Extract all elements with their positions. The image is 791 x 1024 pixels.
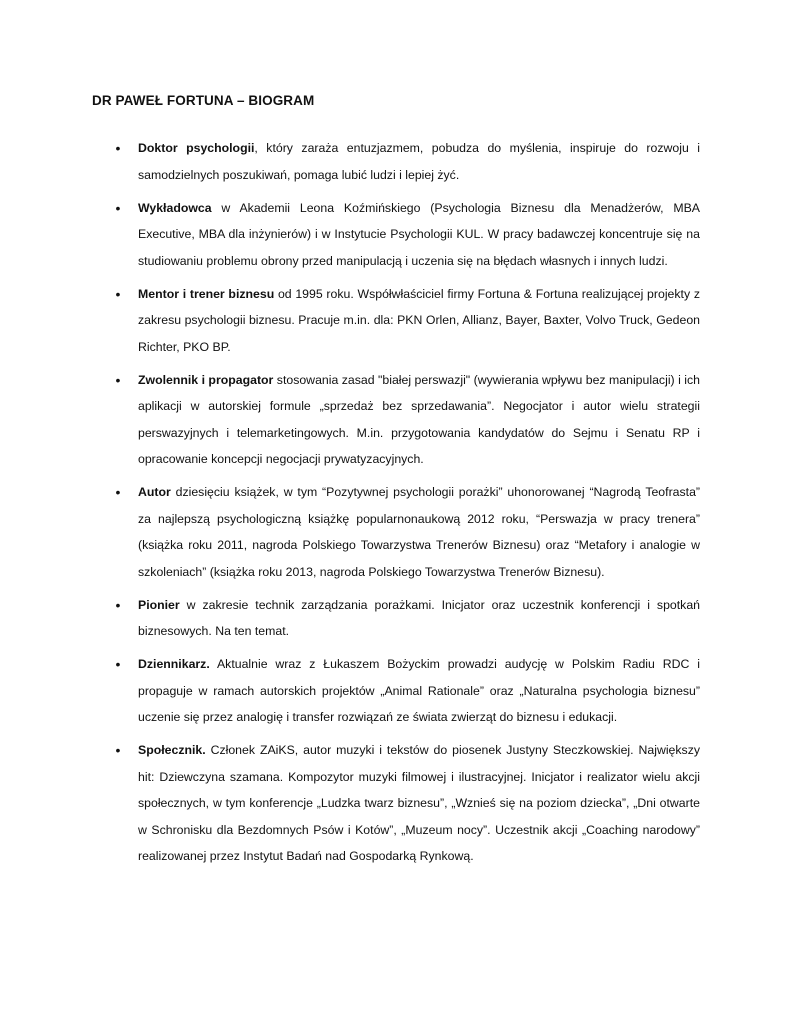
bio-item-activist xyxy=(113,737,700,870)
bio-item-text: dziesięciu książek, w tym “Pozytywnej psychologii porażki” uhonorowanej “Nagrodą Teofrasta” za najlepszą psychologiczną książkę popularnonaukową 2012 roku, “Perswazja w pracy trenera” (książka roku 2011, nagroda Polskiego Towarzystwa Trenerów Biznesu) oraz “Metafory i analogie w szkoleniach” (książka roku 2013, nagroda Polskiego Towarzystwa Trenerów Biznesu). xyxy=(138,485,700,579)
bullet-icon: • xyxy=(115,742,121,758)
bio-item-pioneer xyxy=(113,592,700,645)
bio-item-lead: Społecznik. xyxy=(138,743,206,757)
bullet-icon: • xyxy=(115,656,121,672)
bullet-icon: • xyxy=(115,371,121,388)
bullet-icon: • xyxy=(115,285,121,302)
bio-item-lead: Wykładowca xyxy=(138,200,212,215)
bio-item-text: w Akademii Leona Koźmińskiego (Psychologia Biznesu dla Menadżerów, MBA Executive, MBA dla inżynierów) i w Instytucie Psychologii KUL. W pracy badawczej koncentruje się na studiowaniu problemu obrony przed manipulacją i uczenia się na błędach własnych i innych ludzi. xyxy=(138,200,700,268)
bio-item-advocate xyxy=(113,367,700,473)
bio-item-text: Członek ZAiKS, autor muzyki i tekstów do piosenek Justyny Steczkowskiej. Największy hit: Dziewczyna szamana. Kompozytor muzyki filmowej i ilustracyjnej. Inicjator i realizator wielu akcji społecznych, w tym konferencje „Ludzka twarz biznesu”, „Wznieś się na poziom dziecka”, „Dni otwarte w Schronisku dla Bezdomnych Psów i Kotów”, „Muzeum nocy”. Uczestnik akcji „Coaching narodowy” realizowanej przez Instytut Badań nad Gospodarką Rynkową. xyxy=(138,743,700,863)
bio-item-journalist xyxy=(113,651,700,731)
bullet-icon: • xyxy=(115,140,121,156)
bio-item-lecturer xyxy=(113,195,700,275)
document-title: DR PAWEŁ FORTUNA – BIOGRAM xyxy=(92,93,315,108)
bio-item-doctor xyxy=(113,135,700,188)
bio-item-text: , który zaraża entuzjazmem, pobudza do myślenia, inspiruje do rozwoju i samodzielnych poszukiwań, pomaga lubić ludzi i lepiej żyć. xyxy=(138,141,700,182)
bullet-icon: • xyxy=(115,199,121,216)
bullet-icon: • xyxy=(115,596,121,613)
bio-item-lead: Doktor psychologii xyxy=(138,141,255,155)
bio-item-text: od 1995 roku. Współwłaściciel firmy Fortuna & Fortuna realizującej projekty z zakresu psychologii biznesu. Pracuje m.in. dla: PKN Orlen, Allianz, Bayer, Baxter, Volvo Truck, Gedeon Richter, PKO BP. xyxy=(138,286,700,354)
bio-item-lead: Dziennikarz. xyxy=(138,657,210,671)
bio-item-mentor xyxy=(113,281,700,361)
bullet-icon: • xyxy=(115,484,121,500)
bio-item-lead: Autor xyxy=(138,485,171,499)
bio-item-lead: Zwolennik i propagator xyxy=(138,372,274,387)
biography-list xyxy=(113,135,700,876)
bio-item-text: w zakresie technik zarządzania porażkami. Inicjator oraz uczestnik konferencji i spotkań biznesowych. Na ten temat. xyxy=(138,597,700,638)
bio-item-author xyxy=(113,479,700,585)
bio-item-text: Aktualnie wraz z Łukaszem Bożyckim prowadzi audycję w Polskim Radiu RDC i propaguje w ramach autorskich projektów „Animal Rationale” oraz „Naturalna psychologia biznesu” uczenie się przez analogię i transfer rozwiązań ze świata zwierząt do biznesu i edukacji. xyxy=(138,657,700,724)
bio-item-lead: Pionier xyxy=(138,597,180,612)
bio-item-text: stosowania zasad "białej perswazji" (wywierania wpływu bez manipulacji) i ich aplikacji w autorskiej formule „sprzedaż bez sprzedawania”. Negocjator i autor wielu strategii perswazyjnych i telemarketingowych. M.in. przygotowania kandydatów do Sejmu i Senatu RP i opracowanie koncepcji negocjacji prywatyzacyjnych. xyxy=(138,372,700,466)
bio-item-lead: Mentor i trener biznesu xyxy=(138,286,275,301)
